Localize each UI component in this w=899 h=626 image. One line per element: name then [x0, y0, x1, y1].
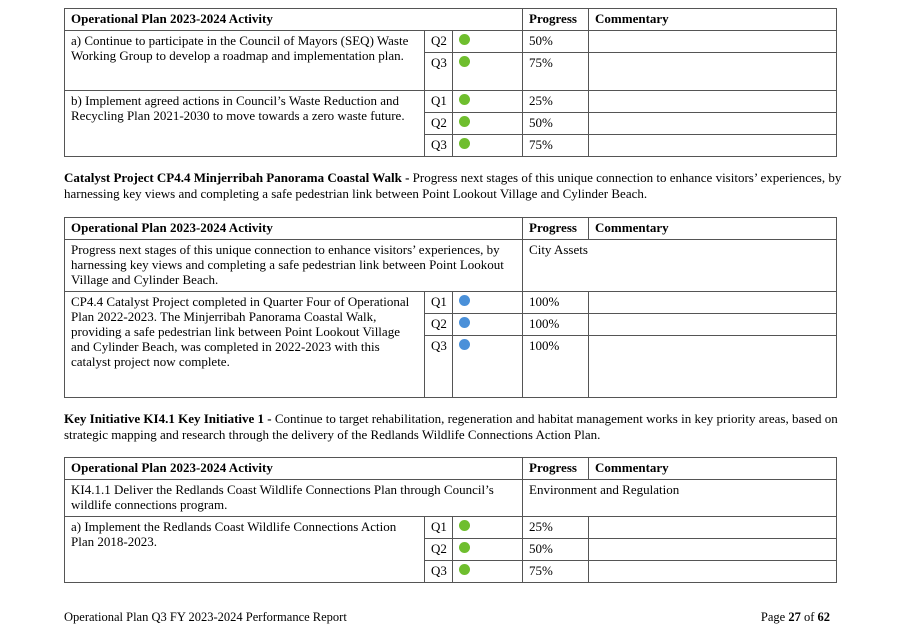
status-cell: [453, 135, 523, 157]
progress-cell: 25%: [523, 517, 589, 539]
progress-cell: 50%: [523, 31, 589, 53]
table-waste-activities: [64, 8, 837, 157]
progress-cell: 50%: [523, 113, 589, 135]
header-commentary: Commentary: [589, 458, 837, 480]
progress-cell: 100%: [523, 314, 589, 336]
status-cell: [453, 336, 523, 398]
quarter-cell: Q1: [425, 292, 453, 314]
quarter-cell: Q2: [425, 314, 453, 336]
table-header-row: [65, 458, 837, 480]
page-total: 62: [817, 610, 830, 624]
footer-report-title: Operational Plan Q3 FY 2023-2024 Performance Report: [64, 610, 347, 624]
table-header-row: [65, 218, 837, 240]
status-cell: [453, 314, 523, 336]
table-row: [65, 292, 837, 314]
activity-cell: b) Implement agreed actions in Council’s Waste Reduction and Recycling Plan 2021-2030 to move towards a zero waste future.: [65, 91, 425, 157]
table-key-initiative: [64, 457, 837, 583]
quarter-cell: Q3: [425, 561, 453, 583]
progress-cell: 75%: [523, 561, 589, 583]
page-current: 27: [788, 610, 801, 624]
intro-activity-cell: Progress next stages of this unique connection to enhance visitors’ experiences, by harnessing key views and completing a safe pedestrian link between Point Lookout Village and Cylinder Beach.: [65, 240, 523, 292]
progress-cell: 50%: [523, 539, 589, 561]
status-green-dot-icon: [459, 564, 470, 575]
header-progress: Progress: [523, 9, 589, 31]
quarter-cell: Q2: [425, 539, 453, 561]
catalyst-project-paragraph: [64, 170, 844, 202]
quarter-cell: Q1: [425, 517, 453, 539]
key-initiative-text: Continue to target rehabilitation, regeneration and habitat management works in key priority areas, based on strategic mapping and research through the delivery of the Redlands Wildlife Connections Action Plan.: [64, 411, 838, 442]
quarter-cell: Q1: [425, 91, 453, 113]
table-row: [65, 240, 837, 292]
quarter-cell: Q3: [425, 135, 453, 157]
responsible-group-cell: City Assets: [523, 240, 837, 292]
status-blue-dot-icon: [459, 317, 470, 328]
status-green-dot-icon: [459, 34, 470, 45]
activity-cell: a) Implement the Redlands Coast Wildlife Connections Action Plan 2018-2023.: [65, 517, 425, 583]
table-row: [65, 31, 837, 53]
progress-cell: 75%: [523, 53, 589, 91]
progress-cell: 100%: [523, 336, 589, 398]
status-blue-dot-icon: [459, 339, 470, 350]
key-initiative-paragraph: [64, 411, 844, 443]
commentary-cell: [589, 91, 837, 113]
status-cell: [453, 517, 523, 539]
status-green-dot-icon: [459, 116, 470, 127]
quarter-cell: Q2: [425, 113, 453, 135]
header-activity: Operational Plan 2023-2024 Activity: [65, 218, 523, 240]
table-row: [65, 91, 837, 113]
intro-activity-cell: KI4.1.1 Deliver the Redlands Coast Wildlife Connections Plan through Council’s wildlife connections program.: [65, 480, 523, 517]
status-cell: [453, 292, 523, 314]
header-progress: Progress: [523, 458, 589, 480]
quarter-cell: Q3: [425, 53, 453, 91]
status-cell: [453, 113, 523, 135]
progress-cell: 75%: [523, 135, 589, 157]
status-green-dot-icon: [459, 520, 470, 531]
header-activity: Operational Plan 2023-2024 Activity: [65, 9, 523, 31]
responsible-group-cell: Environment and Regulation: [523, 480, 837, 517]
commentary-cell: [589, 31, 837, 53]
table-row: [65, 517, 837, 539]
table-row: [65, 480, 837, 517]
status-cell: [453, 561, 523, 583]
catalyst-project-heading: Catalyst Project CP4.4 Minjerribah Panorama Coastal Walk -: [64, 170, 413, 185]
table-catalyst-project: [64, 217, 837, 398]
status-green-dot-icon: [459, 138, 470, 149]
status-cell: [453, 539, 523, 561]
commentary-cell: [589, 539, 837, 561]
commentary-cell: [589, 314, 837, 336]
status-cell: [453, 91, 523, 113]
header-progress: Progress: [523, 218, 589, 240]
commentary-cell: [589, 561, 837, 583]
commentary-cell: [589, 53, 837, 91]
page-of: of: [800, 610, 818, 624]
status-cell: [453, 31, 523, 53]
quarter-cell: Q2: [425, 31, 453, 53]
status-cell: [453, 53, 523, 91]
status-green-dot-icon: [459, 542, 470, 553]
status-green-dot-icon: [459, 56, 470, 67]
progress-cell: 100%: [523, 292, 589, 314]
commentary-cell: [589, 135, 837, 157]
commentary-cell: [589, 292, 837, 314]
status-green-dot-icon: [459, 94, 470, 105]
header-activity: Operational Plan 2023-2024 Activity: [65, 458, 523, 480]
table-header-row: [65, 9, 837, 31]
footer-page-number: [761, 610, 830, 625]
commentary-cell: [589, 336, 837, 398]
activity-cell: a) Continue to participate in the Council of Mayors (SEQ) Waste Working Group to develop a roadmap and implementation plan.: [65, 31, 425, 91]
header-commentary: Commentary: [589, 9, 837, 31]
commentary-cell: [589, 113, 837, 135]
page-prefix: Page: [760, 610, 789, 624]
activity-cell: CP4.4 Catalyst Project completed in Quarter Four of Operational Plan 2022-2023. The Minjerribah Panorama Coastal Walk, providing a safe pedestrian link between Point Lookout Village and Cylinder Beach, was completed in 2022-2023 with this catalyst project now complete.: [65, 292, 425, 398]
header-commentary: Commentary: [589, 218, 837, 240]
quarter-cell: Q3: [425, 336, 453, 398]
progress-cell: 25%: [523, 91, 589, 113]
key-initiative-heading: Key Initiative KI4.1 Key Initiative 1 -: [64, 411, 275, 426]
commentary-cell: [589, 517, 837, 539]
catalyst-project-text: Progress next stages of this unique connection to enhance visitors’ experiences, by harnessing key views and completing a safe pedestrian link between Point Lookout Village and Cylinder Beach.: [64, 170, 842, 201]
status-blue-dot-icon: [459, 295, 470, 306]
